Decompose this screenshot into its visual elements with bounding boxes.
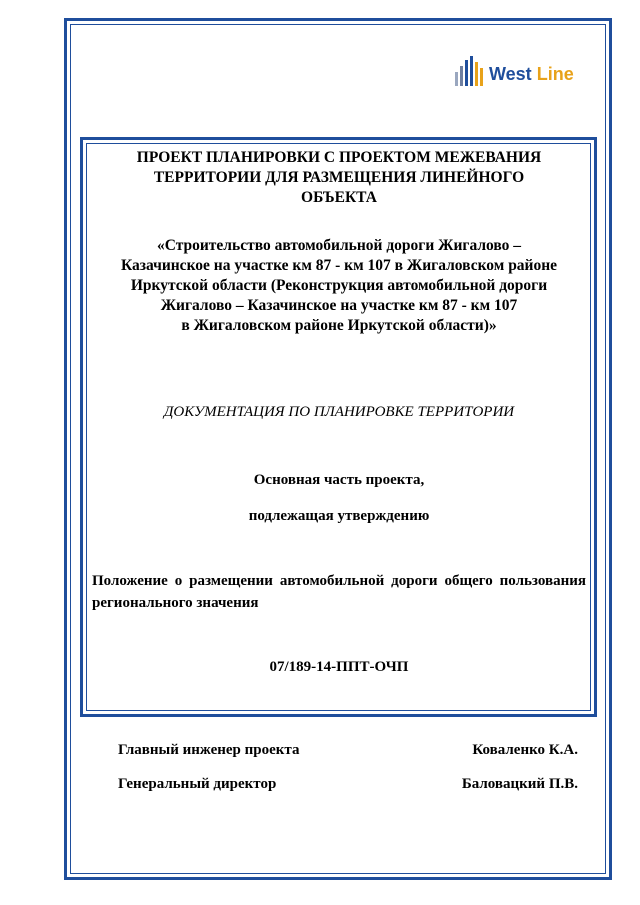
title-line: ОБЪЕКТА: [301, 189, 377, 206]
signature-row-director: [118, 776, 578, 793]
logo-word-line: Line: [536, 64, 574, 84]
main-part-heading: [88, 470, 590, 526]
signature-row-chief-engineer: [118, 742, 578, 759]
title-line: ТЕРРИТОРИИ ДЛЯ РАЗМЕЩЕНИЯ ЛИНЕЙНОГО: [153, 169, 525, 186]
title-block-frame: [80, 137, 597, 717]
signature-name: Коваленко К.А.: [472, 742, 578, 758]
subject-line: в Жигаловском районе Иркутской области)»: [181, 317, 497, 334]
main-part-line1: Основная часть проекта,: [253, 472, 425, 488]
documentation-label: ДОКУМЕНТАЦИЯ ПО ПЛАНИРОВКЕ ТЕРРИТОРИИ: [163, 404, 515, 420]
subject-line: «Строительство автомобильной дороги Жигалово –: [156, 237, 522, 254]
signature-role: Главный инженер проекта: [118, 742, 300, 758]
logo-bars-icon: [455, 56, 483, 86]
logo-word-west: West: [489, 64, 532, 84]
document-code: 07/189-14-ППТ-ОЧП: [269, 659, 409, 675]
project-title: [88, 148, 590, 208]
signature-role: Генеральный директор: [118, 776, 277, 792]
signature-name: Баловацкий П.В.: [461, 776, 578, 792]
subject-line: Иркутской области (Реконструкция автомобильной дороги: [130, 277, 548, 294]
subject-line: Казачинское на участке км 87 - км 107 в Жигаловском районе: [120, 257, 558, 274]
project-subject: [88, 236, 590, 336]
subject-line: Жигалово – Казачинское на участке км 87 - км 107: [160, 297, 518, 314]
main-part-line2: подлежащая утверждению: [248, 508, 430, 524]
logo-text: [489, 64, 574, 84]
regulation-text: Положение о размещении автомобильной дороги общего пользования регионального значения: [92, 573, 586, 611]
westline-logo: [455, 56, 574, 86]
title-line: ПРОЕКТ ПЛАНИРОВКИ С ПРОЕКТОМ МЕЖЕВАНИЯ: [136, 149, 542, 166]
